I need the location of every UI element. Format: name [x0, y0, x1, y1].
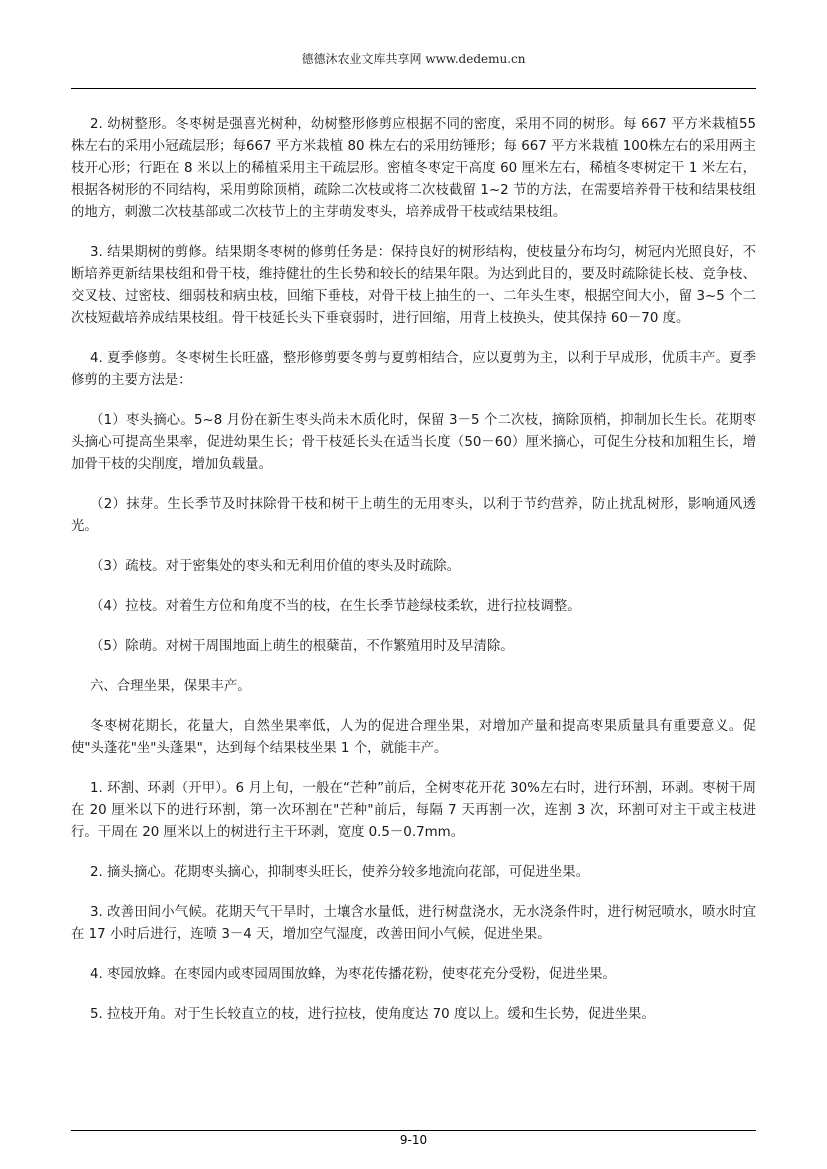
paragraph-flowering-intro: 冬枣树花期长，花量大，自然坐果率低，人为的促进合理坐果，对增加产量和提高枣果质量具有重要意义。促使"头蓬花"坐"头蓬果"，达到每个结果枝坐果 1 个，就能丰产。 [71, 719, 756, 756]
paragraph-branch-pulling: （4）拉枝。对着生方位和角度不当的枝，在生长季节趁绿枝柔软，进行拉枝调整。 [90, 599, 581, 614]
footer-rule [71, 1130, 756, 1131]
paragraph-pinching: （1）枣头摘心。5~8 月份在新生枣头尚未木质化时，保留 3－5 个二次枝，摘除顶梢，抑制加长生长。花期枣头摘心可提高坐果率，促进幼果生长；骨干枝延长头在适当长度（50－60）厘米摘心，可促生分枝和加粗生长，增加骨干枝的尖削度，增加负载量。 [71, 413, 756, 472]
page-number: 9-10 [399, 1133, 428, 1147]
document-body [71, 114, 756, 1044]
paragraph-bee-release: 4. 枣园放蜂。在枣园内或枣园周围放蜂，为枣花传播花粉，使枣花充分受粉，促进坐果。 [90, 967, 616, 982]
paragraph-microclimate: 3. 改善田间小气候。花期天气干旱时，土壤含水量低，进行树盘浇水，无水浇条件时，进行树冠喷水，喷水时宜在 17 小时后进行，连喷 3－4 天，增加空气湿度，改善田间小气候，促进坐果。 [71, 905, 756, 942]
paragraph-young-tree-shaping: 2. 幼树整形。冬枣树是强喜光树种，幼树整形修剪应根据不同的密度，采用不同的树形。每 667 平方米栽植55 株左右的采用小冠疏层形；每667 平方米栽植 80 株左右的采用纺锤形；每 667 平方米栽植 100株左右的采用两主枝开心形；行距在 8 米以上的稀植采用主干疏层形。密植冬枣定干高度 60 厘米左右，稀植冬枣树定干 1 米左右，根据各树形的不同结构，采用剪除顶梢，疏除二次枝或将二次枝截留 1~2 节的方法，在需要培养骨干枝和结果枝组的地方，刺激二次枝基部或二次枝节上的主芽萌发枣头，培养成骨干枝或结果枝组。 [71, 117, 756, 220]
paragraph-girdling: 1. 环割、环剥（开甲）。6 月上旬，一般在“芒种”前后，全树枣花开花 30%左右时，进行环割，环剥。枣树干周在 20 厘米以下的进行环割，第一次环割在"芒种"前后，每隔 7 天再割一次，连割 3 次，环割可对主干或主枝进行。干周在 20 厘米以上的树进行主干环剥，宽度 0.5－0.7mm。 [71, 781, 756, 840]
paragraph-fruiting-pruning: 3. 结果期树的剪修。结果期冬枣树的修剪任务是：保持良好的树形结构，使枝量分布均匀，树冠内光照良好，不断培养更新结果枝组和骨干枝，维持健壮的生长势和较长的结果年限。为达到此目的，要及时疏除徒长枝、竞争枝、交叉枝、过密枝、细弱枝和病虫枝，回缩下垂枝，对骨干枝上抽生的一、二年头生枣，根据空间大小，留 3~5 个二次枝短截培养成结果枝组。骨干枝延长头下垂衰弱时，进行回缩，用背上枝换头，使其保持 60－70 度。 [71, 245, 756, 326]
page-header: 德德沐农业文库共享网 www.dedemu.cn [301, 52, 526, 66]
paragraph-branch-angle: 5. 拉枝开角。对于生长较直立的枝，进行拉枝，使角度达 70 度以上。缓和生长势，促进坐果。 [90, 1007, 655, 1022]
header-rule [71, 88, 756, 89]
paragraph-sucker-removal: （5）除萌。对树干周围地面上萌生的根蘖苗，不作繁殖用时及早清除。 [90, 639, 514, 654]
paragraph-disbudding: （2）抹芽。生长季节及时抹除骨干枝和树干上萌生的无用枣头，以利于节约营养，防止扰乱树形，影响通风透光。 [71, 497, 756, 534]
paragraph-thinning: （3）疏枝。对于密集处的枣头和无利用价值的枣头及时疏除。 [90, 559, 461, 574]
paragraph-topping: 2. 摘头摘心。花期枣头摘心，抑制枣头旺长，使养分较多地流向花部，可促进坐果。 [90, 865, 590, 880]
section-heading-fruit-setting: 六、合理坐果，保果丰产。 [90, 679, 251, 694]
paragraph-summer-pruning: 4. 夏季修剪。冬枣树生长旺盛，整形修剪要冬剪与夏剪相结合，应以夏剪为主，以利于早成形，优质丰产。夏季修剪的主要方法是： [71, 351, 756, 388]
